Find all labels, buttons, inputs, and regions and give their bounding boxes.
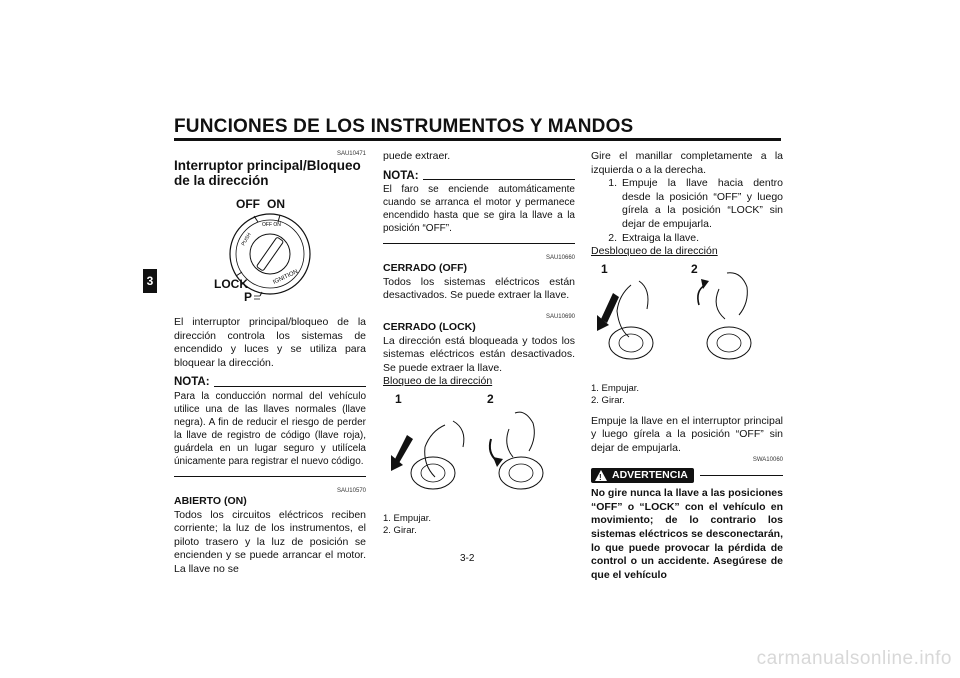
continued-text: puede extraer. — [383, 150, 451, 162]
cerrado-lock-text: La dirección está bloqueada y todos los sistemas eléctricos están desactivados. Se puede extraer la llave. — [383, 334, 575, 374]
page-title: FUNCIONES DE LOS INSTRUMENTOS Y MANDOS — [174, 116, 634, 137]
column-1 — [174, 150, 366, 577]
bloqueo-heading: Bloqueo de la dirección — [383, 375, 493, 388]
list-item: 1. Empuje la llave hacia dentro desde la posición “OFF” y luego gírela a la posición “LOCK” sin dejar de empujarla. — [608, 177, 783, 230]
chapter-tab: 3 — [143, 269, 157, 293]
watermark: carmanualsonline.info — [756, 648, 952, 669]
cerrado-off-text: Todos los sistemas eléctricos están desactivados. Se puede extraer la llave. — [383, 275, 575, 302]
page-number: 3-2 — [460, 553, 475, 564]
label-off: OFF — [236, 197, 260, 211]
label-on: ON — [267, 197, 285, 211]
section-code: SAU10570 — [336, 487, 366, 494]
paragraph: Empuje la llave en el interruptor principal y luego gírela a la posición “OFF” sin dejar de empujarla. — [591, 414, 783, 454]
note-label: NOTA: — [383, 169, 419, 182]
svg-text:OFF ON: OFF ON — [262, 222, 281, 228]
note-text: Para la conducción normal del vehículo utilice una de las llaves normales (llave negra). A fin de reducir el riesgo de perder la llave de registro de código (llave roja), guárdela en un lugar seguro y utilícela únicamente para registrar el nuevo código. — [174, 390, 366, 467]
warning-badge — [591, 468, 694, 484]
warning-text: No gire nunca la llave a las posiciones “OFF” o “LOCK” con el vehículo en movimiento; de lo contrario los sistemas eléctricos se desconectarán, lo que puede provocar la pérdida de control o un accidente. Asegúrese de que el vehículo — [591, 487, 783, 581]
warning-label: ADVERTENCIA — [612, 468, 688, 481]
figure-caption-2: 2. Girar. — [591, 394, 625, 406]
abierto-text: Todos los circuitos eléctricos reciben corriente; la luz de los instrumentos, el piloto trasero y la luz de posición se encienden y se puede arrancar el motor. La llave no se — [174, 508, 366, 575]
section-code: SWA10060 — [752, 456, 783, 463]
section-code: SAU10690 — [545, 313, 575, 320]
note-block — [383, 170, 575, 245]
section-heading: Interruptor principal/Bloqueo de la dirección — [174, 158, 361, 188]
cerrado-off-heading: CERRADO (OFF) — [383, 262, 467, 275]
ignition-switch-figure — [174, 192, 366, 308]
cerrado-lock-heading: CERRADO (LOCK) — [383, 320, 476, 333]
svg-text:PUSH: PUSH — [240, 231, 253, 247]
push-turn-figure — [383, 393, 575, 513]
push-turn-figure — [591, 263, 783, 383]
column-3 — [591, 150, 783, 582]
fig-label-1: 1 — [601, 261, 608, 276]
svg-text:IGNITION: IGNITION — [272, 269, 300, 286]
abierto-heading: ABIERTO (ON) — [174, 494, 247, 507]
label-p: P — [244, 290, 253, 304]
warning-header — [591, 468, 783, 484]
fig-label-2: 2 — [691, 261, 698, 276]
push-turn-drawing — [591, 263, 783, 383]
steps-list — [591, 177, 783, 245]
intro-text: Gire el manillar completamente a la izquierda o a la derecha. — [591, 150, 783, 176]
desbloqueo-heading: Desbloqueo de la dirección — [591, 245, 718, 258]
note-block — [174, 376, 366, 477]
label-lock: LOCK — [214, 277, 248, 291]
push-turn-drawing — [383, 393, 575, 513]
title-rule — [174, 138, 781, 141]
fig-label-1: 1 — [395, 391, 402, 406]
fig-label-2: 2 — [487, 391, 494, 406]
note-label: NOTA: — [174, 376, 210, 389]
note-text: El faro se enciende automáticamente cuando se arranca el motor y permanece encendido hasta que se gira la llave a la posición “OFF”. — [383, 184, 575, 235]
section-code: SAU10660 — [545, 255, 575, 262]
intro-paragraph: El interruptor principal/bloqueo de la dirección controla los sistemas de encendido y luces y se utiliza para bloquear la dirección. — [174, 316, 366, 369]
section-code: SAU10471 — [336, 151, 366, 157]
figure-caption-2: 2. Girar. — [383, 524, 417, 536]
figure-caption-1: 1. Empujar. — [383, 512, 432, 524]
warning-icon: ! — [595, 470, 607, 481]
column-2 — [383, 150, 575, 537]
figure-caption-1: 1. Empujar. — [591, 382, 640, 394]
list-item: 2. Extraiga la llave. — [608, 231, 700, 244]
